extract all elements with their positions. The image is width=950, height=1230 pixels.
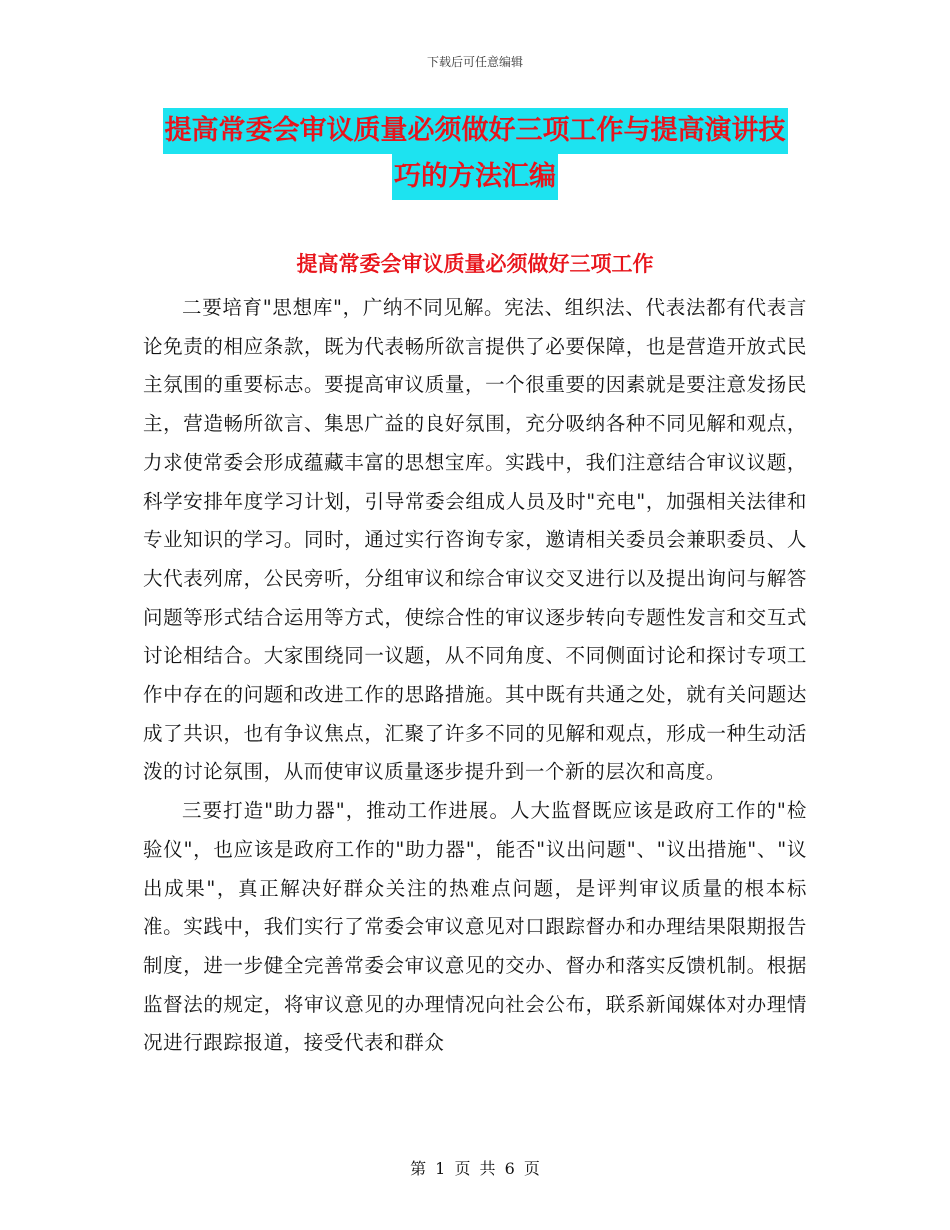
document-body [143, 289, 807, 1063]
page-footer: 第 1 页 共 6 页 [410, 1159, 540, 1178]
body-paragraph: 三要打造"助力器"，推动工作进展。人大监督既应该是政府工作的"检验仪"，也应该是政府工作的"助力器"，能否"议出问题"、"议出措施"、"议出成果"，真正解决好群众关注的热难点问题，是评判审议质量的根本标准。实践中，我们实行了常委会审议意见对口跟踪督办和办理结果限期报告制度，进一步健全完善常委会审议意见的交办、督办和落实反馈机制。根据监督法的规定，将审议意见的办理情况向社会公布，联系新闻媒体对办理情况进行跟踪报道，接受代表和群众 [143, 799, 807, 1055]
section-subtitle: 提高常委会审议质量必须做好三项工作 [296, 252, 654, 276]
document-title-line-2: 巧的方法汇编 [392, 154, 558, 200]
document-title [140, 108, 810, 200]
header-note: 下载后可任意编辑 [426, 55, 523, 69]
body-paragraph: 二要培育"思想库"，广纳不同见解。宪法、组织法、代表法都有代表言论免责的相应条款，既为代表畅所欲言提供了必要保障，也是营造开放式民主氛围的重要标志。要提高审议质量，一个很重要的因素就是要注意发扬民主，营造畅所欲言、集思广益的良好氛围，充分吸纳各种不同见解和观点，力求使常委会形成蕴藏丰富的思想宝库。实践中，我们注意结合审议议题，科学安排年度学习计划，引导常委会组成人员及时"充电"，加强相关法律和专业知识的学习。同时，通过实行咨询专家，邀请相关委员会兼职委员、人大代表列席，公民旁听，分组审议和综合审议交叉进行以及提出询问与解答问题等形式结合运用等方式，使综合性的审议逐步转向专题性发言和交互式讨论相结合。大家围绕同一议题，从不同角度、不同侧面讨论和探讨专项工作中存在的问题和改进工作的思路措施。其中既有共通之处，就有关问题达成了共识，也有争议焦点，汇聚了许多不同的见解和观点，形成一种生动活泼的讨论氛围，从而使审议质量逐步提升到一个新的层次和高度。 [143, 296, 807, 784]
document-title-line-1: 提高常委会审议质量必须做好三项工作与提高演讲技 [163, 108, 788, 154]
